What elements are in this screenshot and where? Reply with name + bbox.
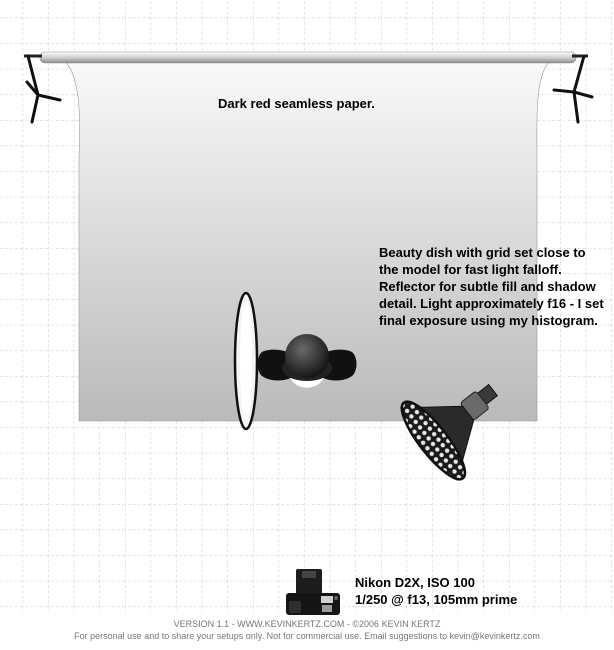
backdrop-label: Dark red seamless paper. xyxy=(218,96,375,111)
backdrop-pole-icon xyxy=(24,52,588,63)
camera-exposure: 1/250 @ f13, 105mm prime xyxy=(355,592,518,607)
reflector-icon xyxy=(235,293,257,429)
footer-license: For personal use and to share your setups only. Not for commercial use. Email suggestions to kevin@kevinkertz.com xyxy=(74,631,540,641)
footer-version: VERSION 1.1 - WWW.KEVINKERTZ.COM - ©2006 KEVIN KERTZ xyxy=(173,619,441,629)
camera-info xyxy=(355,574,517,608)
camera-body-iso: Nikon D2X, ISO 100 xyxy=(355,575,475,590)
footer xyxy=(0,618,614,642)
lighting-note: Beauty dish with grid set close to the model for fast light falloff. Reflector for subtle fill and shadow detail. Light approximately f16 - I set final exposure using my histogram. xyxy=(379,245,604,328)
